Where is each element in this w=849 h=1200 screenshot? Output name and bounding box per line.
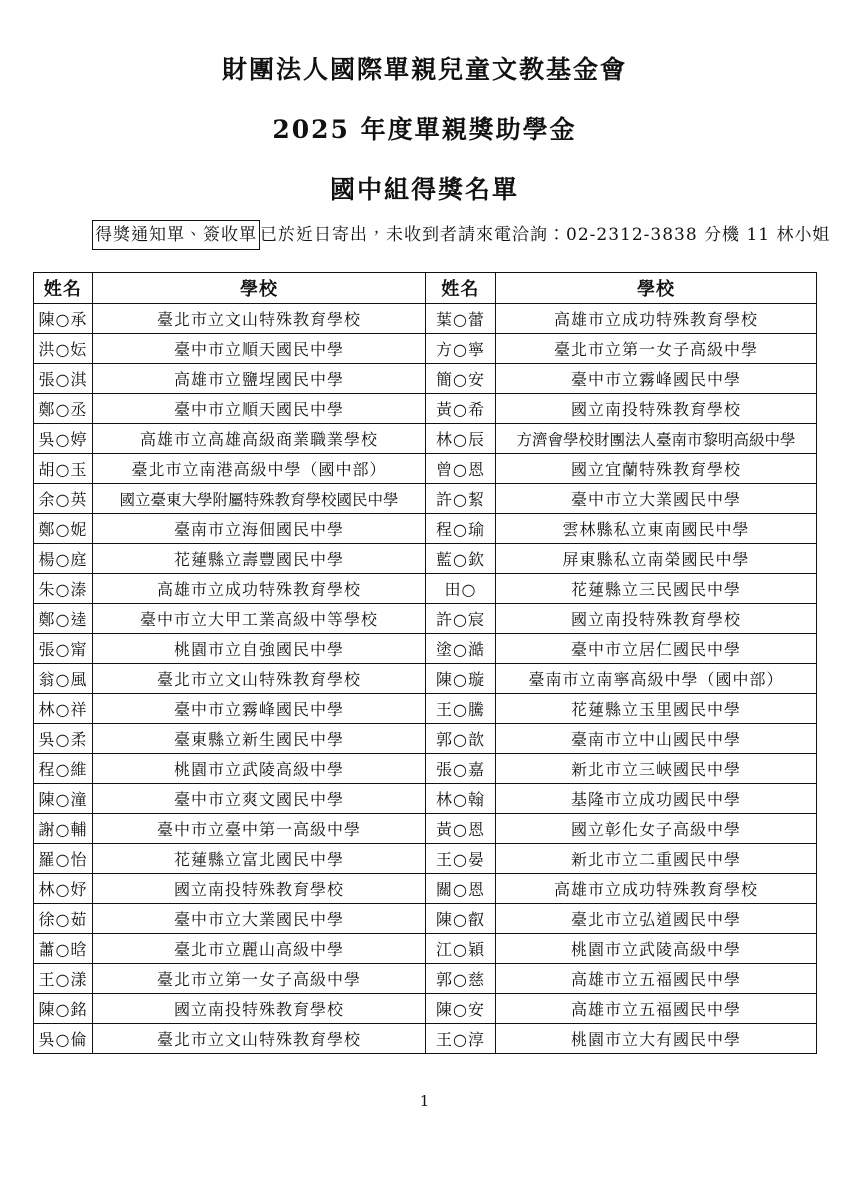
winners-table xyxy=(33,272,817,1054)
name-cell: 林○妤 xyxy=(34,874,93,904)
school-cell: 國立南投特殊教育學校 xyxy=(93,994,426,1024)
name-cell: 葉○蕾 xyxy=(426,304,496,334)
school-cell: 國立南投特殊教育學校 xyxy=(496,394,817,424)
name-cell: 鄭○逵 xyxy=(34,604,93,634)
school-cell: 高雄市立高雄高級商業職業學校 xyxy=(93,424,426,454)
table-header-row xyxy=(34,273,817,304)
table-row xyxy=(34,784,817,814)
table-row xyxy=(34,364,817,394)
name-cell: 蕭○晗 xyxy=(34,934,93,964)
school-cell: 花蓮縣立玉里國民中學 xyxy=(496,694,817,724)
name-cell: 林○辰 xyxy=(426,424,496,454)
name-cell: 田○ xyxy=(426,574,496,604)
name-cell: 江○穎 xyxy=(426,934,496,964)
name-cell: 王○晏 xyxy=(426,844,496,874)
page-number: 1 xyxy=(419,1092,430,1110)
table-row xyxy=(34,874,817,904)
header-school-left: 學校 xyxy=(93,273,426,304)
name-cell: 許○絜 xyxy=(426,484,496,514)
table-row xyxy=(34,454,817,484)
school-cell: 基隆市立成功國民中學 xyxy=(496,784,817,814)
table-row xyxy=(34,514,817,544)
name-cell: 王○漾 xyxy=(34,964,93,994)
table-row xyxy=(34,934,817,964)
school-cell: 臺中市立臺中第一高級中學 xyxy=(93,814,426,844)
name-cell: 吳○柔 xyxy=(34,724,93,754)
name-cell: 余○英 xyxy=(34,484,93,514)
table-row xyxy=(34,604,817,634)
name-cell: 陳○銘 xyxy=(34,994,93,1024)
name-cell: 陳○安 xyxy=(426,994,496,1024)
school-cell: 臺北市立南港高級中學（國中部） xyxy=(93,454,426,484)
school-cell: 新北市立二重國民中學 xyxy=(496,844,817,874)
name-cell: 藍○欽 xyxy=(426,544,496,574)
school-cell: 桃園市立武陵高級中學 xyxy=(93,754,426,784)
name-cell: 黃○恩 xyxy=(426,814,496,844)
name-cell: 楊○庭 xyxy=(34,544,93,574)
name-cell: 林○祥 xyxy=(34,694,93,724)
name-cell: 陳○璇 xyxy=(426,664,496,694)
school-cell: 臺北市立弘道國民中學 xyxy=(496,904,817,934)
name-cell: 陳○承 xyxy=(34,304,93,334)
school-cell: 高雄市立成功特殊教育學校 xyxy=(93,574,426,604)
school-cell: 臺北市立文山特殊教育學校 xyxy=(93,664,426,694)
school-cell: 花蓮縣立富北國民中學 xyxy=(93,844,426,874)
school-cell: 高雄市立成功特殊教育學校 xyxy=(496,304,817,334)
name-cell: 程○瑜 xyxy=(426,514,496,544)
school-cell: 桃園市立自強國民中學 xyxy=(93,634,426,664)
notice-line xyxy=(92,220,831,250)
scholarship-year-title: 2025 年度單親獎助學金 xyxy=(272,115,577,144)
school-cell: 臺北市立文山特殊教育學校 xyxy=(93,1024,426,1054)
name-cell: 林○翰 xyxy=(426,784,496,814)
name-cell: 關○恩 xyxy=(426,874,496,904)
table-row xyxy=(34,964,817,994)
name-cell: 鄭○妮 xyxy=(34,514,93,544)
name-cell: 陳○潼 xyxy=(34,784,93,814)
notice-boxed-phrase: 得獎通知單、簽收單 xyxy=(92,220,260,250)
name-cell: 程○維 xyxy=(34,754,93,784)
school-cell: 臺中市立大甲工業高級中等學校 xyxy=(93,604,426,634)
table-row xyxy=(34,664,817,694)
school-cell: 國立彰化女子高級中學 xyxy=(496,814,817,844)
school-cell: 花蓮縣立壽豐國民中學 xyxy=(93,544,426,574)
school-cell: 國立南投特殊教育學校 xyxy=(496,604,817,634)
name-cell: 塗○澔 xyxy=(426,634,496,664)
school-cell: 臺東縣立新生國民中學 xyxy=(93,724,426,754)
name-cell: 鄭○丞 xyxy=(34,394,93,424)
table-row xyxy=(34,334,817,364)
table-row xyxy=(34,544,817,574)
table-row xyxy=(34,484,817,514)
school-cell: 臺中市立爽文國民中學 xyxy=(93,784,426,814)
name-cell: 張○甯 xyxy=(34,634,93,664)
name-cell: 方○寧 xyxy=(426,334,496,364)
table-row xyxy=(34,994,817,1024)
school-cell: 桃園市立大有國民中學 xyxy=(496,1024,817,1054)
notice-text: 已於近日寄出，未收到者請來電洽詢：02-2312-3838 分機 11 林小姐 xyxy=(260,225,831,245)
header-name-left: 姓名 xyxy=(34,273,93,304)
school-cell: 臺中市立順天國民中學 xyxy=(93,334,426,364)
winner-list-section-title: 國中組得獎名單 xyxy=(329,175,519,204)
school-cell: 臺中市立霧峰國民中學 xyxy=(93,694,426,724)
name-cell: 張○淇 xyxy=(34,364,93,394)
table-row xyxy=(34,304,817,334)
name-cell: 吳○倫 xyxy=(34,1024,93,1054)
school-cell: 臺北市立第一女子高級中學 xyxy=(496,334,817,364)
name-cell: 陳○叡 xyxy=(426,904,496,934)
school-cell: 臺北市立第一女子高級中學 xyxy=(93,964,426,994)
school-cell: 高雄市立鹽埕國民中學 xyxy=(93,364,426,394)
name-cell: 郭○慈 xyxy=(426,964,496,994)
table-row xyxy=(34,844,817,874)
name-cell: 黃○希 xyxy=(426,394,496,424)
school-cell: 屏東縣私立南榮國民中學 xyxy=(496,544,817,574)
table-row xyxy=(34,724,817,754)
header-name-right: 姓名 xyxy=(426,273,496,304)
name-cell: 洪○妘 xyxy=(34,334,93,364)
name-cell: 胡○玉 xyxy=(34,454,93,484)
name-cell: 曾○恩 xyxy=(426,454,496,484)
name-cell: 朱○溱 xyxy=(34,574,93,604)
table-row xyxy=(34,634,817,664)
school-cell: 新北市立三峽國民中學 xyxy=(496,754,817,784)
table-row xyxy=(34,1024,817,1054)
school-cell: 國立南投特殊教育學校 xyxy=(93,874,426,904)
name-cell: 吳○婷 xyxy=(34,424,93,454)
name-cell: 郭○歆 xyxy=(426,724,496,754)
school-cell: 臺中市立順天國民中學 xyxy=(93,394,426,424)
name-cell: 謝○輔 xyxy=(34,814,93,844)
school-cell: 高雄市立五福國民中學 xyxy=(496,964,817,994)
school-cell: 臺北市立文山特殊教育學校 xyxy=(93,304,426,334)
school-cell: 國立宜蘭特殊教育學校 xyxy=(496,454,817,484)
foundation-title: 財團法人國際單親兒童文教基金會 xyxy=(221,55,627,84)
table-row xyxy=(34,574,817,604)
name-cell: 王○淳 xyxy=(426,1024,496,1054)
school-cell: 花蓮縣立三民國民中學 xyxy=(496,574,817,604)
school-cell: 高雄市立成功特殊教育學校 xyxy=(496,874,817,904)
school-cell: 臺中市立霧峰國民中學 xyxy=(496,364,817,394)
name-cell: 張○嘉 xyxy=(426,754,496,784)
name-cell: 許○宸 xyxy=(426,604,496,634)
school-cell: 臺南市立南寧高級中學（國中部） xyxy=(496,664,817,694)
school-cell: 方濟會學校財團法人臺南市黎明高級中學 xyxy=(496,424,817,454)
table-row xyxy=(34,754,817,784)
header-school-right: 學校 xyxy=(496,273,817,304)
school-cell: 高雄市立五福國民中學 xyxy=(496,994,817,1024)
table-row xyxy=(34,904,817,934)
school-cell: 臺南市立海佃國民中學 xyxy=(93,514,426,544)
name-cell: 羅○怡 xyxy=(34,844,93,874)
table-row xyxy=(34,694,817,724)
name-cell: 王○騰 xyxy=(426,694,496,724)
name-cell: 簡○安 xyxy=(426,364,496,394)
table-row xyxy=(34,424,817,454)
school-cell: 臺中市立居仁國民中學 xyxy=(496,634,817,664)
school-cell: 雲林縣私立東南國民中學 xyxy=(496,514,817,544)
school-cell: 臺南市立中山國民中學 xyxy=(496,724,817,754)
name-cell: 徐○茹 xyxy=(34,904,93,934)
school-cell: 國立臺東大學附屬特殊教育學校國民中學 xyxy=(93,484,426,514)
school-cell: 臺中市立大業國民中學 xyxy=(93,904,426,934)
name-cell: 翁○風 xyxy=(34,664,93,694)
table-row xyxy=(34,394,817,424)
school-cell: 臺北市立麗山高級中學 xyxy=(93,934,426,964)
table-row xyxy=(34,814,817,844)
school-cell: 桃園市立武陵高級中學 xyxy=(496,934,817,964)
school-cell: 臺中市立大業國民中學 xyxy=(496,484,817,514)
